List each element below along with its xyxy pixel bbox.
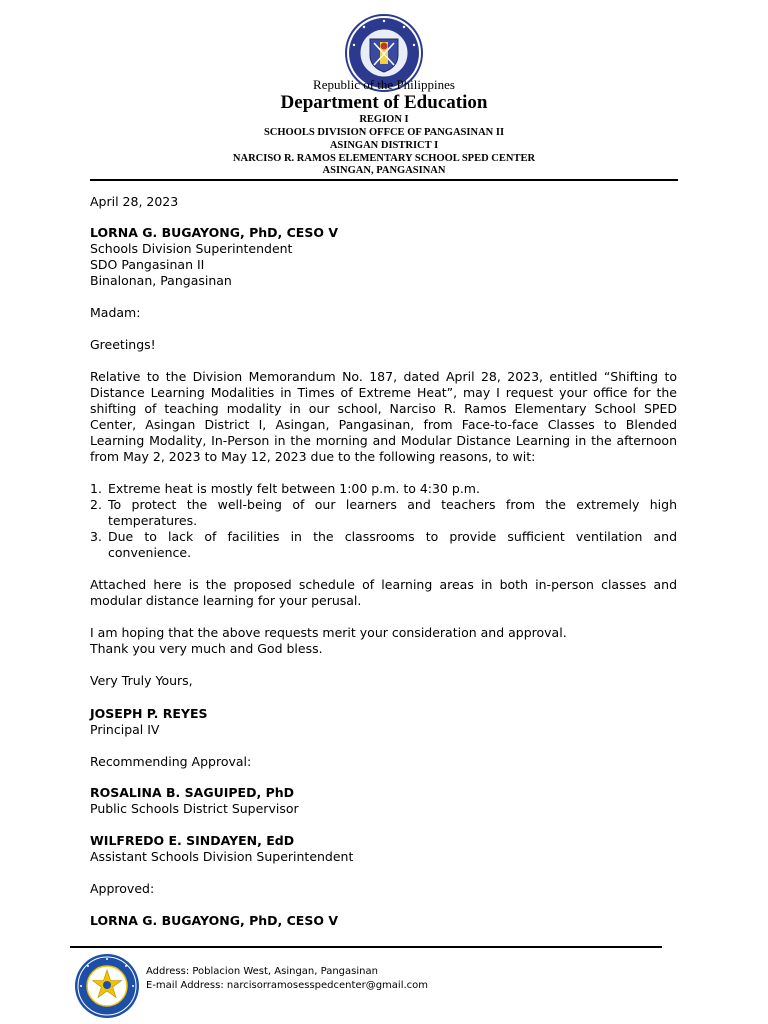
sender-name: JOSEPH P. REYES [90, 706, 208, 721]
school-line: NARCISO R. RAMOS ELEMENTARY SCHOOL SPED CENTER [232, 153, 536, 164]
letter-date: April 28, 2023 [90, 194, 179, 209]
request-paragraph: Relative to the Division Memorandum No. 187, dated April 28, 2023, entitled “Shifting to Distance Learning Modalities in Times of Extreme Heat”, may I request your office for the shifting of teaching modality in our school, Narciso R. Ramos Elementary School SPED Center, Asingan District I, Asingan, Pangasinan, from Face-to-face Classes to Blended Learning Modality, In-Person in the morning and Modular Distance Learning in the afternoon from May 2, 2023 to May 12, 2023 due to the following reasons, to wit: [90, 369, 677, 464]
recipient-title: Schools Division Superintendent [90, 241, 293, 256]
header-divider [90, 179, 678, 181]
attachment-paragraph: Attached here is the proposed schedule of learning areas in both in-person classes and modular distance learning for your perusal. [90, 577, 677, 608]
recommender-title: Public Schools District Supervisor [90, 801, 299, 816]
salutation: Madam: [90, 305, 141, 320]
division-line: SCHOOLS DIVISION OFFCE OF PANGASINAN II [263, 127, 505, 138]
republic-line: Republic of the Philippines [313, 77, 455, 92]
reason-text: To protect the well-being of our learners and teachers from the extremely high temperatures. [108, 497, 677, 528]
approved-label: Approved: [90, 881, 155, 896]
recommender-name: ROSALINA B. SAGUIPED, PhD [90, 785, 295, 800]
recipient-office: SDO Pangasinan II [90, 257, 205, 272]
recipient-address: Binalonan, Pangasinan [90, 273, 232, 288]
request-consideration-line: I am hoping that the above requests merit your consideration and approval. [90, 625, 567, 640]
reason-text: Extreme heat is mostly felt between 1:00 p.m. to 4:30 p.m. [108, 481, 480, 496]
reason-number: 1. [90, 481, 102, 496]
recipient-name: LORNA G. BUGAYONG, PhD, CESO V [90, 225, 338, 240]
school-seal-logo [74, 953, 140, 1019]
school-address: Address: Poblacion West, Asingan, Pangasinan [146, 966, 378, 977]
thank-you-line: Thank you very much and God bless. [90, 641, 323, 656]
reason-number: 3. [90, 529, 102, 544]
district-line: ASINGAN DISTRICT I [329, 140, 439, 151]
recommending-approval-label: Recommending Approval: [90, 754, 252, 769]
reason-number: 2. [90, 497, 102, 512]
recommender-name: WILFREDO E. SINDAYEN, EdD [90, 833, 295, 848]
approver-name: LORNA G. BUGAYONG, PhD, CESO V [90, 913, 338, 928]
region-line: REGION I [359, 114, 409, 125]
school-email: E-mail Address: narcisorramosesspedcenter@gmail.com [146, 980, 429, 991]
location-line: ASINGAN, PANGASINAN [322, 165, 446, 176]
sender-title: Principal IV [90, 722, 160, 737]
reason-text: Due to lack of facilities in the classrooms to provide sufficient ventilation and convenience. [108, 529, 677, 560]
greeting: Greetings! [90, 337, 156, 352]
footer-divider [70, 946, 662, 948]
complimentary-close: Very Truly Yours, [90, 673, 193, 688]
recommender-title: Assistant Schools Division Superintendent [90, 849, 354, 864]
department-title: Department of Education [280, 92, 488, 113]
